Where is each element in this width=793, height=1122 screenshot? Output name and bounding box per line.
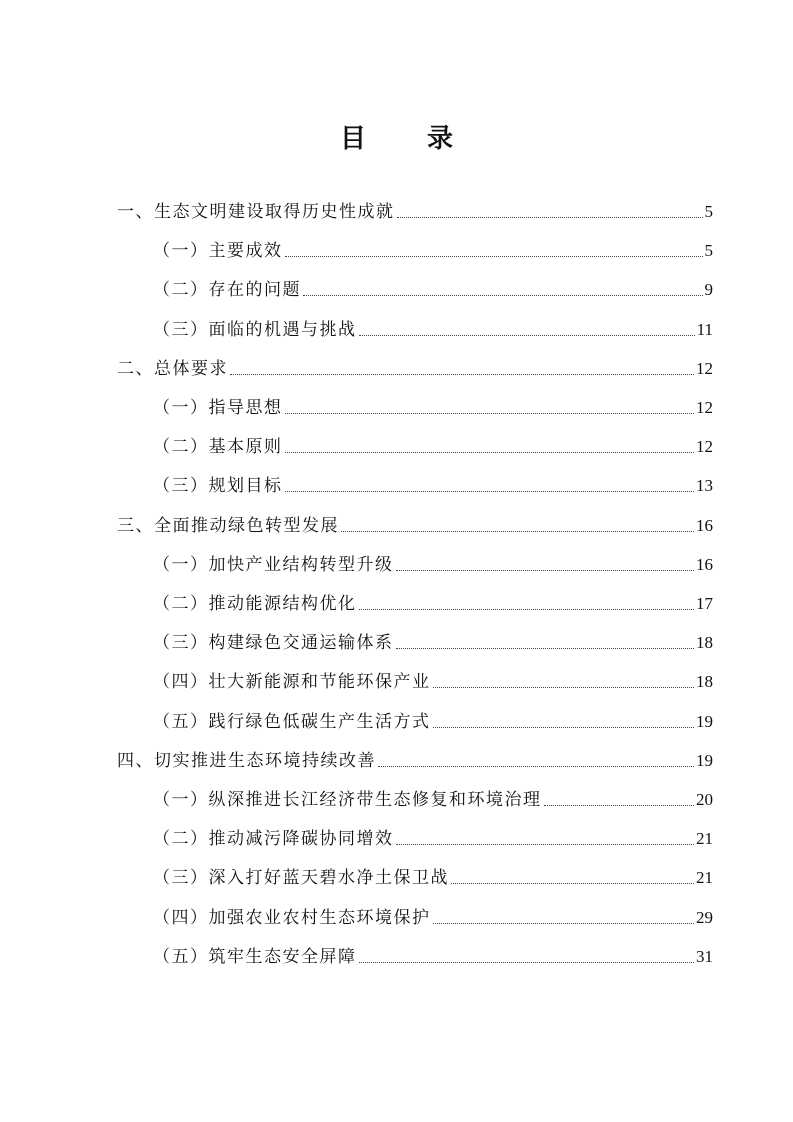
toc-entry-label: （二）基本原则: [153, 437, 283, 458]
toc-entry-page-number: 16: [696, 554, 713, 574]
toc-entry-label: （三）规划目标: [153, 476, 283, 497]
toc-entry-label: （一）指导思想: [153, 398, 283, 418]
toc-entry-page-number: 11: [696, 319, 713, 339]
toc-entry-label: （四）壮大新能源和节能环保产业: [153, 672, 431, 693]
dot-leader: [396, 844, 695, 845]
toc-entry-page-number: 5: [704, 241, 713, 261]
toc-entry-page-number: 31: [696, 946, 713, 966]
toc-entry-page-number: 19: [696, 750, 713, 770]
toc-entry-page-number: 29: [696, 907, 713, 927]
dot-leader: [396, 570, 695, 571]
toc-entry[interactable]: [153, 431, 713, 459]
dot-leader: [359, 609, 695, 610]
dot-leader: [433, 687, 695, 688]
toc-entry-label: （二）推动减污降碳协同增效: [153, 829, 394, 850]
toc-entry-page-number: 5: [704, 202, 713, 221]
toc-entry-label: 四、切实推进生态环境持续改善: [117, 750, 376, 771]
toc-entry-label: （三）深入打好蓝天碧水净土保卫战: [153, 868, 449, 889]
toc-entry[interactable]: [117, 745, 713, 773]
toc-entry-label: （一）加快产业结构转型升级: [153, 554, 394, 575]
toc-entry-label: 一、生态文明建设取得历史性成就: [117, 202, 395, 222]
toc-entry[interactable]: [153, 823, 713, 851]
toc-entry-page-number: 21: [696, 868, 713, 888]
toc-entry[interactable]: [153, 784, 713, 812]
toc-entry-label: （三）构建绿色交通运输体系: [153, 633, 394, 654]
toc-entry-page-number: 12: [696, 437, 713, 457]
dot-leader: [359, 962, 695, 963]
dot-leader: [378, 766, 694, 767]
toc-entry-page-number: 18: [696, 672, 713, 692]
toc-entry[interactable]: [153, 274, 713, 302]
toc-entry-page-number: 19: [696, 711, 713, 731]
dot-leader: [396, 648, 695, 649]
dot-leader: [341, 531, 694, 532]
toc-entry-label: （二）推动能源结构优化: [153, 594, 357, 614]
toc-entry[interactable]: [117, 353, 713, 381]
toc-entry-label: （三）面临的机遇与挑战: [153, 319, 357, 340]
dot-leader: [285, 452, 695, 453]
toc-entry[interactable]: [153, 862, 713, 890]
toc-entry-label: 三、全面推动绿色转型发展: [117, 515, 339, 536]
toc-entry-label: （一）主要成效: [153, 241, 283, 262]
toc-entry-page-number: 17: [696, 594, 713, 613]
toc-entry[interactable]: [117, 510, 713, 538]
toc-entry[interactable]: [153, 314, 713, 342]
toc-entry-page-number: 18: [696, 633, 713, 653]
toc-entry-page-number: 21: [696, 829, 713, 849]
dot-leader: [397, 217, 703, 218]
toc-entry-label: （五）践行绿色低碳生产生活方式: [153, 711, 431, 732]
dot-leader: [230, 374, 694, 375]
dot-leader: [285, 491, 695, 492]
toc-entry-page-number: 12: [696, 398, 713, 417]
toc-entry[interactable]: [153, 666, 713, 694]
dot-leader: [433, 923, 695, 924]
dot-leader: [359, 335, 695, 336]
toc-entry-label: （四）加强农业农村生态环境保护: [153, 907, 431, 928]
toc-entry-page-number: 16: [696, 515, 713, 535]
dot-leader: [285, 256, 703, 257]
dot-leader: [285, 413, 695, 414]
dot-leader: [303, 295, 703, 296]
dot-leader: [544, 805, 695, 806]
toc-entry-label: （一）纵深推进长江经济带生态修复和环境治理: [153, 790, 542, 810]
toc-entry-page-number: 13: [696, 476, 713, 496]
toc-entry[interactable]: [153, 235, 713, 263]
toc-entry[interactable]: [153, 627, 713, 655]
toc-entry[interactable]: [153, 941, 713, 969]
toc-entry-page-number: 20: [696, 790, 713, 809]
toc-entry-label: （五）筑牢生态安全屏障: [153, 946, 357, 967]
toc-entry[interactable]: [153, 392, 713, 420]
toc-entry-page-number: 9: [704, 280, 713, 300]
toc-entry-page-number: 12: [696, 358, 713, 378]
toc-entry[interactable]: [153, 470, 713, 498]
toc-entry[interactable]: [153, 902, 713, 930]
toc-entry-label: （二）存在的问题: [153, 280, 301, 301]
page-title: 目 录: [339, 124, 480, 154]
toc-entry[interactable]: [153, 706, 713, 734]
dot-leader: [433, 727, 695, 728]
dot-leader: [451, 883, 694, 884]
toc-entry[interactable]: [153, 549, 713, 577]
toc-entry[interactable]: [153, 588, 713, 616]
toc-entry-label: 二、总体要求: [117, 358, 228, 379]
toc-entry[interactable]: [117, 196, 713, 224]
